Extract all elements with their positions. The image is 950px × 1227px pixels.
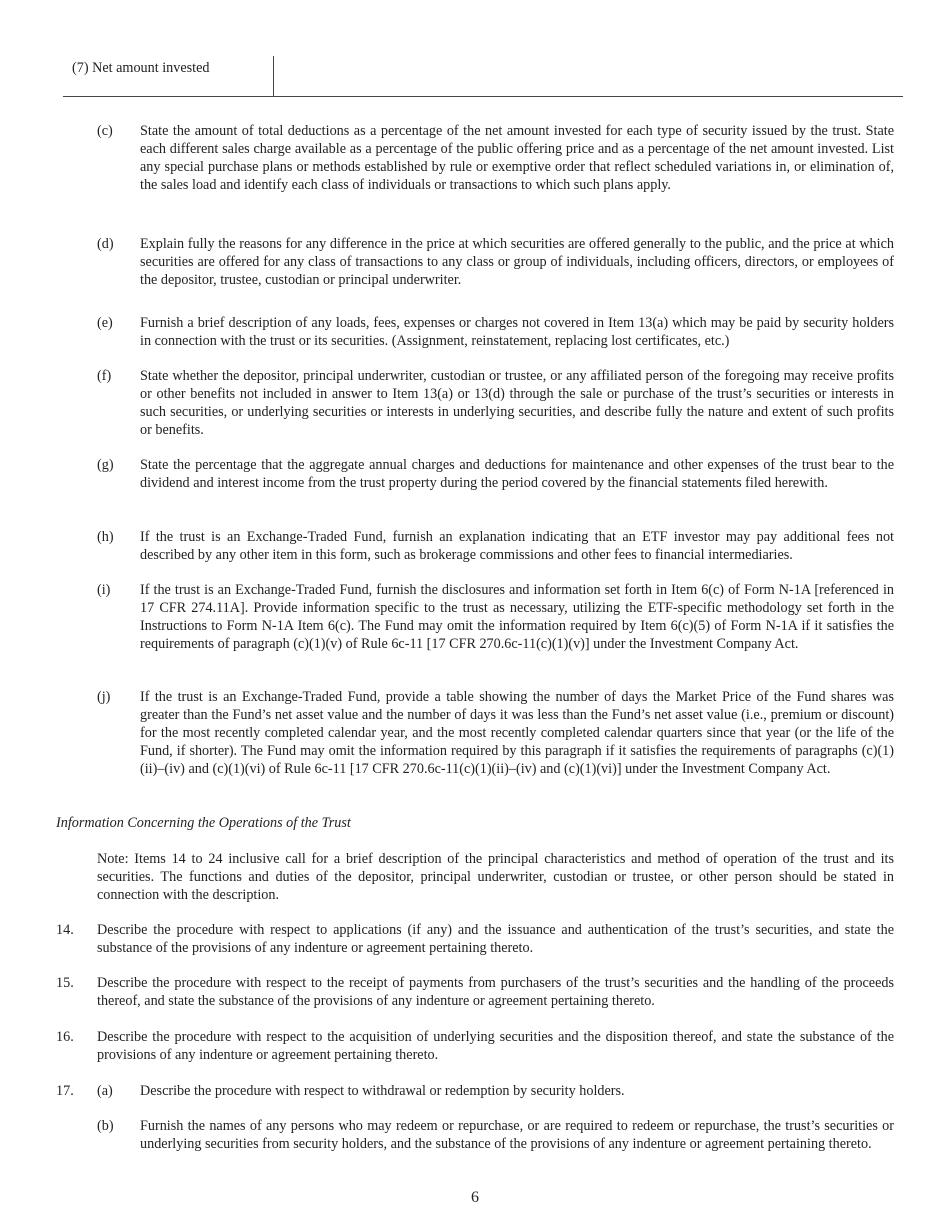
item-16-label: 16. <box>56 1029 74 1045</box>
item-16-text: Describe the procedure with respect to the acquisition of underlying securities and the disposition thereof, and state the substance of the provisions of any indenture or agreement pertaining thereto. <box>97 1029 894 1063</box>
item-d-label: (d) <box>97 236 114 252</box>
net-amount-table <box>63 56 903 97</box>
table-divider <box>273 56 274 96</box>
item-e-label: (e) <box>97 315 113 331</box>
item-c-label: (c) <box>97 123 113 139</box>
item-h-text: If the trust is an Exchange-Traded Fund, furnish an explanation indicating that an ETF investor may pay additional fees not described by any other item in this form, such as brokerage commissions and other fees to financial intermediaries. <box>140 529 894 563</box>
item-j-label: (j) <box>97 689 111 705</box>
item-17-label: 17. <box>56 1083 74 1099</box>
item-i-text: If the trust is an Exchange-Traded Fund, furnish the disclosures and information set forth in Item 6(c) of Form N-1A [referenced in 17 CFR 274.11A]. Provide information specific to the trust as necessary, utilizing the ETF-specific methodology set forth in the Instructions to Form N-1A Item 6(c). The Fund may omit the information required by Item 6(c)(5) of Form N-1A if it satisfies the requirements of paragraph (c)(1)(v) of Rule 6c-11 [17 CFR 270.6c-11(c)(1)(v)] under the Investment Company Act. <box>140 582 894 652</box>
item-i-label: (i) <box>97 582 111 598</box>
item-g-text: State the percentage that the aggregate annual charges and deductions for maintenance and other expenses of the trust bear to the dividend and interest income from the trust property during the period covered by the financial statements filed herewith. <box>140 457 894 491</box>
item-g-label: (g) <box>97 457 114 473</box>
section-note: Note: Items 14 to 24 inclusive call for a brief description of the principal characteristics and method of operation of the trust and its securities. The functions and duties of the depositor, principal underwriter, custodian or trustee, or other person should be stated in connection with the description. <box>97 851 894 903</box>
page-number: 6 <box>471 1189 479 1206</box>
item-17a-label: (a) <box>97 1083 113 1099</box>
item-14-text: Describe the procedure with respect to applications (if any) and the issuance and authentication of the trust’s securities, and state the substance of the provisions of any indenture or agreement pertaining thereto. <box>97 922 894 956</box>
item-17a-text: Describe the procedure with respect to withdrawal or redemption by security holders. <box>140 1083 625 1099</box>
item-j-text: If the trust is an Exchange-Traded Fund, provide a table showing the number of days the Market Price of the Fund shares was greater than the Fund’s net asset value and the number of days it was less than the Fund’s net asset value (i.e., premium or discount) for the most recently completed calendar year, and the most recently completed calendar quarters since that year (or the life of the Fund, if shorter). The Fund may omit the information required by this paragraph if it satisfies the requirements of paragraphs (c)(1)(ii)–(iv) and (c)(1)(vi) of Rule 6c-11 [17 CFR 270.6c-11(c)(1)(ii)–(iv) and (c)(1)(vi)] under the Investment Company Act. <box>140 689 894 777</box>
table-cell-net-amount: (7) Net amount invested <box>72 60 210 76</box>
item-17b-text: Furnish the names of any persons who may redeem or repurchase, or are required to redeem or repurchase, the trust’s securities or underlying securities from security holders, and the substance of the provisions of any indenture or agreement pertaining thereto. <box>140 1118 894 1152</box>
item-f-text: State whether the depositor, principal underwriter, custodian or trustee, or any affiliated person of the foregoing may receive profits or other benefits not included in answer to Item 13(a) or 13(d) through the sale or purchase of the trust’s securities or interests in such securities, or underlying securities or interests in underlying securities, and describe fully the nature and extent of such profits or benefits. <box>140 368 894 438</box>
item-17b-label: (b) <box>97 1118 114 1134</box>
item-14-label: 14. <box>56 922 74 938</box>
item-15-text: Describe the procedure with respect to the receipt of payments from purchasers of the trust’s securities and the handling of the proceeds thereof, and state the substance of the provisions of any indenture or agreement pertaining thereto. <box>97 975 894 1009</box>
section-heading: Information Concerning the Operations of the Trust <box>56 815 351 831</box>
item-c-text: State the amount of total deductions as a percentage of the net amount invested for each type of security issued by the trust. State each different sales charge available as a percentage of the public offering price and as a percentage of the net amount invested. List any special purchase plans or methods established by rule or exemptive order that reflect scheduled variations in, or elimination of, the sales load and identify each class of individuals or transactions to which such plans apply. <box>140 123 894 193</box>
item-h-label: (h) <box>97 529 114 545</box>
item-e-text: Furnish a brief description of any loads, fees, expenses or charges not covered in Item 13(a) which may be paid by security holders in connection with the trust or its securities. (Assignment, reinstatement, replacing lost certificates, etc.) <box>140 315 894 349</box>
item-f-label: (f) <box>97 368 112 384</box>
item-d-text: Explain fully the reasons for any difference in the price at which securities are offered generally to the public, and the price at which securities are offered for any class of transactions to any class or group of individuals, including officers, directors, or employees of the depositor, trustee, custodian or principal underwriter. <box>140 236 894 288</box>
item-15-label: 15. <box>56 975 74 991</box>
